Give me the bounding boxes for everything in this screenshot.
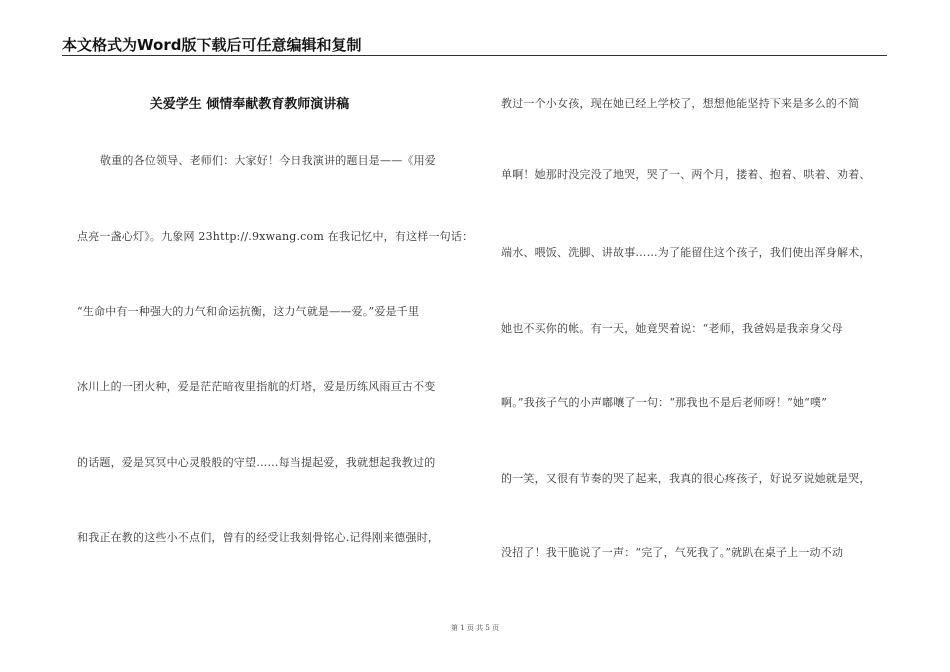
- paragraph-line: 点亮一盏心灯》。九象网 23http://.9xwang.com 在我记忆中，有这样一句话：: [77, 230, 474, 243]
- paragraph-line: 教过一个小女孩，现在她已经上学校了，想想他能坚持下来是多么的不简: [501, 97, 860, 110]
- paragraph-line: “生命中有一种强大的力气和命运抗衡，这力气就是——爱。”爱是千里: [77, 305, 420, 318]
- document-title: 关爱学生 倾情奉献教育教师演讲稿: [149, 97, 350, 112]
- paragraph-line: 的一笑，又很有节奏的哭了起来，我真的很心疼孩子，好说歹说她就是哭，: [501, 472, 871, 485]
- paragraph-line: 没招了！我干脆说了一声：“完了，气死我了。”就趴在桌子上一动不动: [501, 546, 844, 559]
- paragraph-line: 和我正在教的这些小不点们，曾有的经受让我刻骨铭心.记得刚来德强时，: [77, 531, 440, 544]
- paragraph-line: 的话题，爱是冥冥中心灵般般的守望……每当提起爱，我就想起我教过的: [77, 456, 436, 469]
- page-number: 第 1 页 共 5 页: [450, 624, 500, 632]
- header-banner: 本文格式为Word版下载后可任意编辑和复制: [62, 36, 362, 54]
- header-divider: [62, 55, 887, 56]
- paragraph-line: 她也不买你的帐。有一天，她竟哭着说：“老师，我爸妈是我亲身父母: [501, 322, 843, 335]
- paragraph-line: 啊。”我孩子气的小声嘟嚷了一句：“那我也不是后老师呀！”她“噗”: [501, 396, 828, 409]
- paragraph-line: 冰川上的一团火种，爱是茫茫暗夜里指航的灯塔，爱是历练风雨亘古不变: [77, 380, 436, 393]
- paragraph-line: 端水、喂饭、洗脚、讲故事……为了能留住这个孩子，我们使出浑身解术，: [501, 246, 871, 259]
- paragraph-line: 单啊！她那时没完没了地哭，哭了一、两个月，搂着、抱着、哄着、劝着、: [501, 168, 871, 181]
- paragraph-line: 敬重的各位领导、老师们：大家好！今日我演讲的题目是——《用爱: [100, 154, 436, 167]
